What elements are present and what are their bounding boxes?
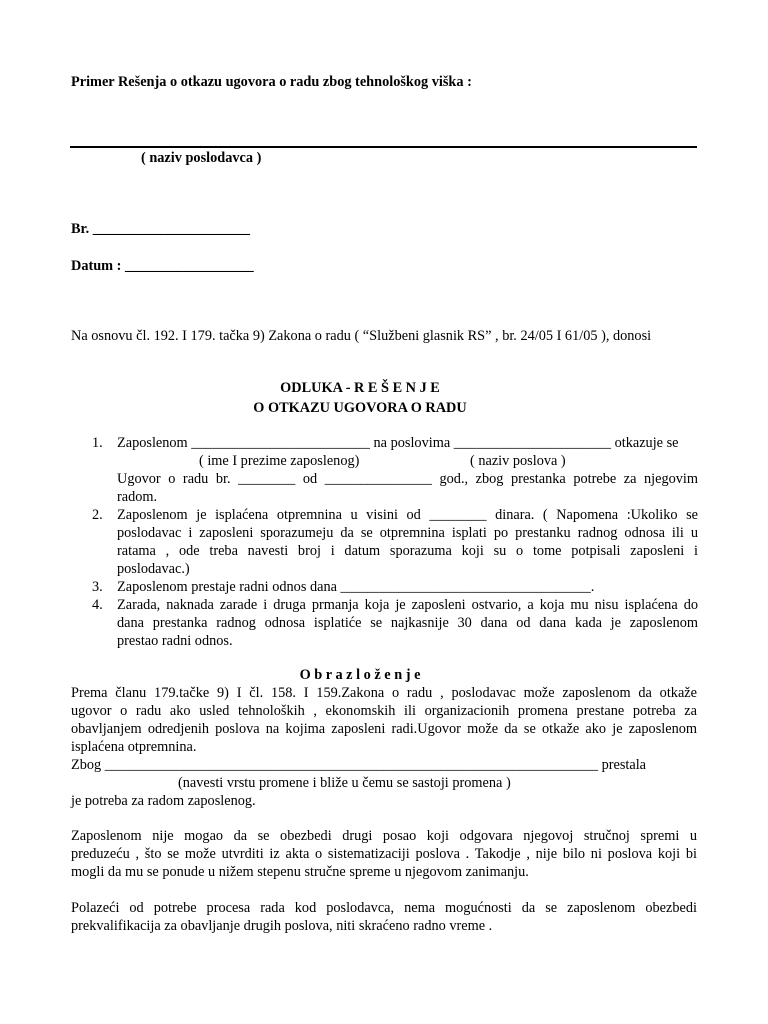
reasoning-line: obavljanjem odredjenih poslova na kojima zaposleni radi.Ugovor može da se otkaže ako je zaposlenom: [71, 721, 697, 737]
reasoning-line: preduzeću , što se može utvrditi iz akta o sistematizaciji poslova . Takodje , nije bilo ni poslova koji bi: [71, 846, 697, 862]
list-item-number: 1.: [92, 435, 103, 451]
reasoning-line: prekvalifikacija za obavljanje drugih poslova, niti skraćeno radno vreme .: [71, 918, 493, 934]
list-item-line: ratama , ode treba navesti broj i datum sporazuma koji su o tome potpisali zaposleni i: [117, 543, 698, 559]
list-item-number: 4.: [92, 597, 103, 613]
list-item: [92, 506, 698, 578]
document-number-line: Br. ______________________: [71, 221, 250, 237]
list-item-line: poslodavac.): [117, 561, 190, 577]
list-item: [92, 578, 698, 596]
employer-name-line: [70, 146, 697, 148]
list-item-line: radom.: [117, 489, 158, 505]
employer-caption: ( naziv poslodavca ): [141, 150, 262, 166]
list-item-number: 2.: [92, 507, 103, 523]
list-item-line: Zaposlenom je isplaćena otpremnina u visini od ________ dinara. ( Napomena :Ukoliko se: [117, 507, 698, 523]
list-item-caption: ( naziv poslova ): [470, 453, 566, 469]
list-item-number: 3.: [92, 579, 103, 595]
list-item-line: dana prestanka radnog odnosa isplatiće se najkasnije 30 dana od dana kada je zaposlenom: [117, 615, 698, 631]
reasoning-line: ugovor o radu ako usled tehnoloških , ekonomskih ili organizacionih promena prestane potreba za: [71, 703, 697, 719]
list-item-line: Ugovor o radu br. ________ od _______________ god., zbog prestanka potrebe za njegovim: [117, 471, 698, 487]
reasoning-line: mogli da mu se ponude u nižem stepenu stručne spreme u njegovom zanimanju.: [71, 864, 529, 880]
list-item-line: Zarada, naknada zarade i druga prmanja koja je zaposleni ostvario, a koja mu nisu isplaćena do: [117, 597, 698, 613]
list-item-line: Zaposlenom prestaje radni odnos dana ___________________________________.: [117, 579, 595, 595]
decision-title: ODLUKA - R E Š E N J E: [280, 380, 440, 396]
list-item-line: prestao radni odnos.: [117, 633, 233, 649]
list-item: [92, 596, 698, 650]
legal-basis-intro: Na osnovu čl. 192. I 179. tačka 9) Zakona o radu ( “Službeni glasnik RS” , br. 24/05 I 61/05 ), donosi: [71, 328, 652, 344]
reasoning-line: je potreba za radom zaposlenog.: [71, 793, 256, 809]
reason-fill-line: Zbog _____________________________________________________________________ prestala: [71, 757, 647, 773]
list-item-line: poslodavac i zaposleni sporazumeju da se otpremnina isplati po prestanku radnog odnosa ili u: [117, 525, 698, 541]
document-title: Primer Rešenja o otkazu ugovora o radu zbog tehnološkog viška :: [71, 74, 472, 90]
document-date-line: Datum : __________________: [71, 258, 254, 274]
list-item-line: Zaposlenom _________________________ na poslovima ______________________ otkazuje se: [117, 435, 679, 451]
reason-fill-caption: (navesti vrstu promene i bliže u čemu se sastoji promena ): [178, 775, 511, 791]
list-item-caption: ( ime I prezime zaposlenog): [199, 453, 360, 469]
reasoning-line: Prema članu 179.tačke 9) I čl. 158. I 159.Zakona o radu , poslodavac može zaposlenom da otkaže: [71, 685, 697, 701]
decision-subtitle: O OTKAZU UGOVORA O RADU: [253, 400, 467, 416]
reasoning-line: isplaćena otpremnina.: [71, 739, 197, 755]
reasoning-line: Polazeći od potrebe procesa rada kod poslodavca, nema mogućnosti da se zaposlenom obezbedi: [71, 900, 697, 916]
reasoning-title: O b r a z l o ž e n j e: [299, 667, 421, 683]
reasoning-line: Zaposlenom nije mogao da se obezbedi drugi posao koji odgovara njegovoj stručnoj spremi u: [71, 828, 697, 844]
list-item: [92, 434, 698, 506]
